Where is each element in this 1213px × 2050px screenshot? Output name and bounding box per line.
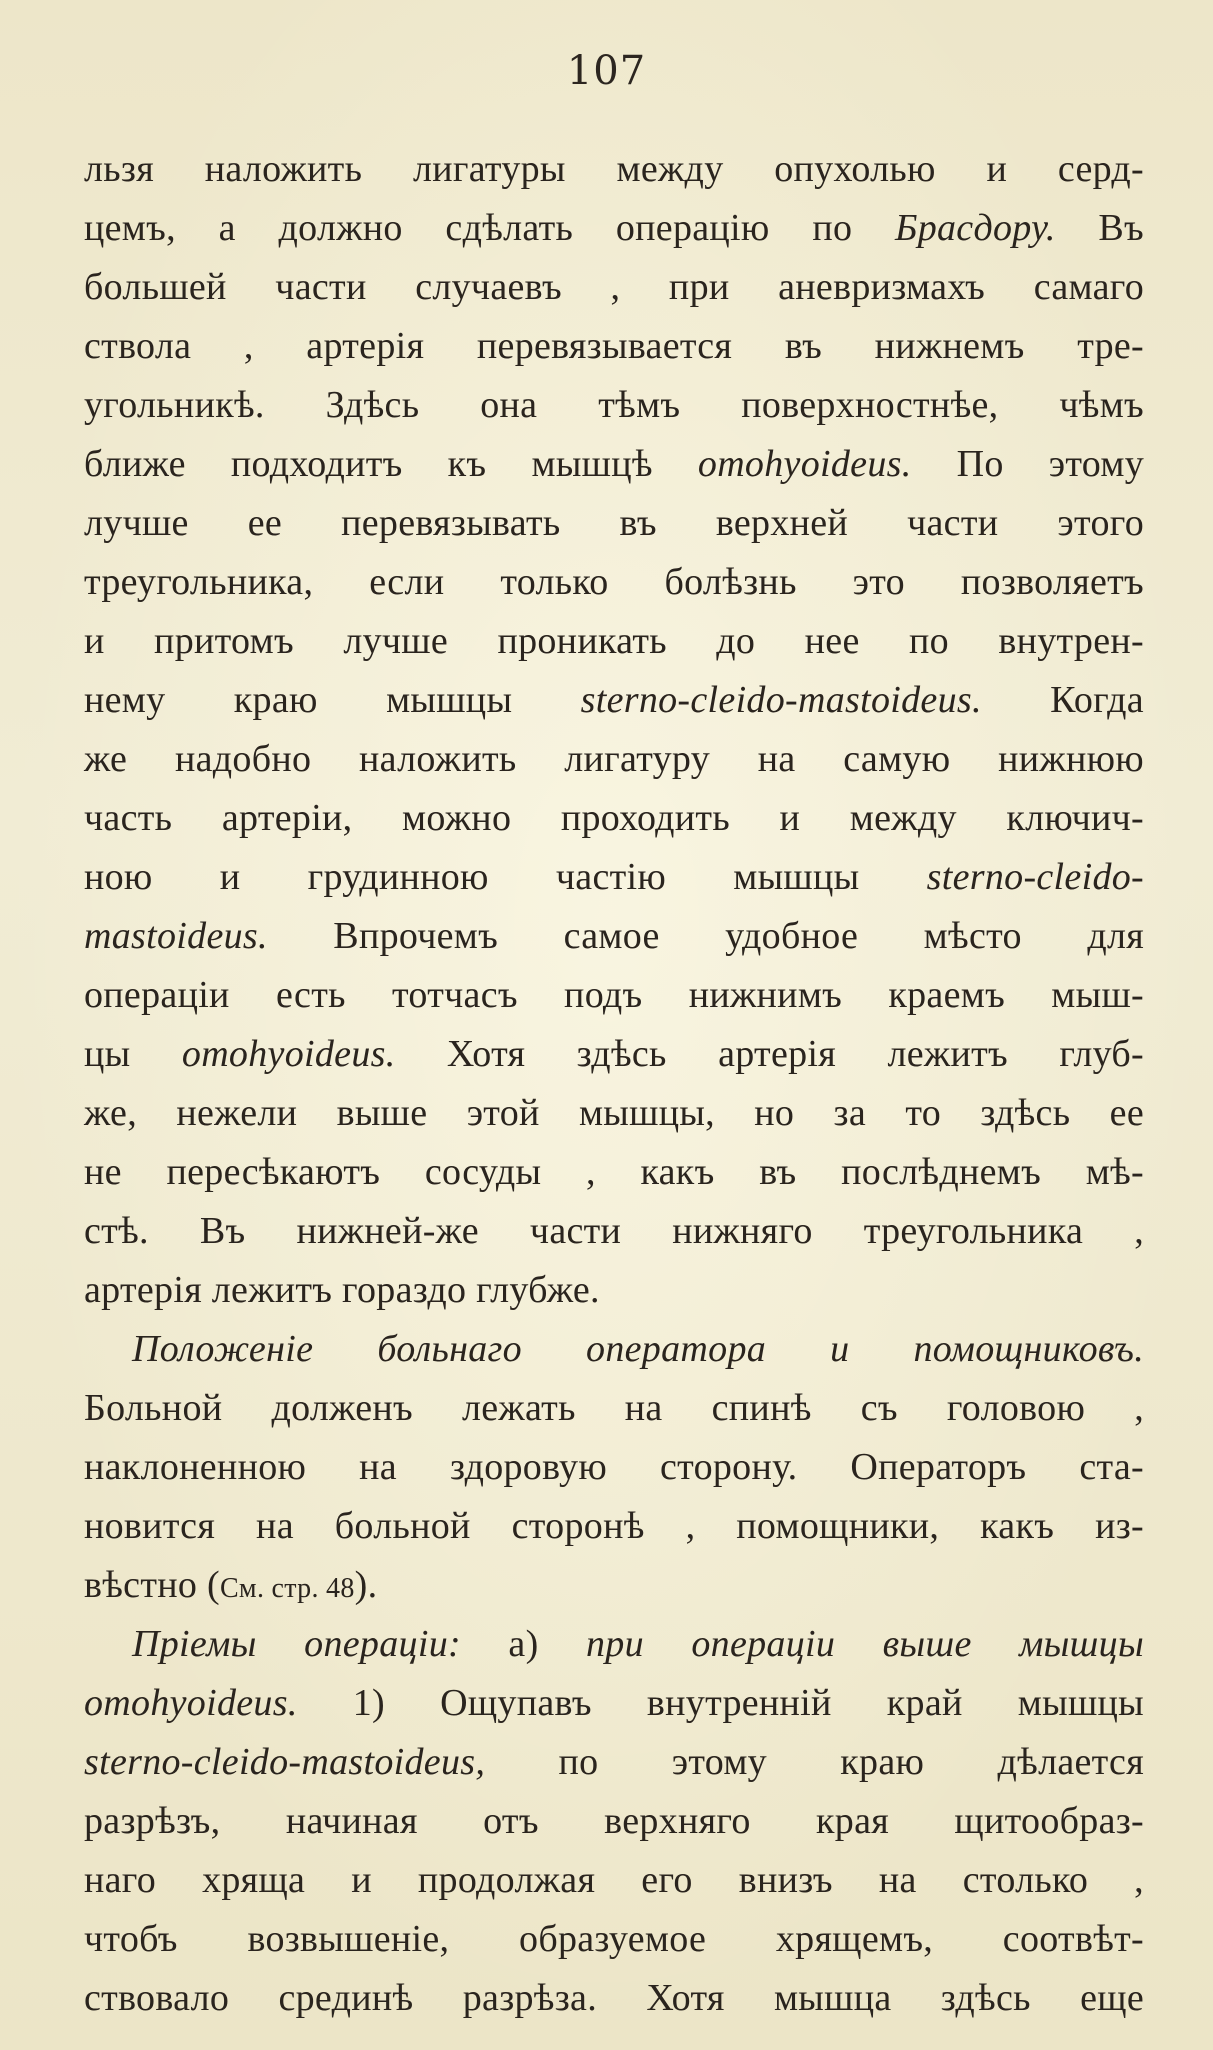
text-line — [84, 907, 1144, 966]
text-line — [84, 1851, 1144, 1910]
text-line — [84, 612, 1144, 671]
body-text — [84, 140, 1144, 2028]
text-segment: нему краю мышцы — [84, 679, 581, 721]
text-segment: операціи есть тотчасъ подъ нижнимъ краемъ мыш- — [84, 974, 1144, 1016]
text-segment: цемъ, а должно сдѣлать операцію по — [84, 207, 895, 249]
text-line — [84, 1143, 1144, 1202]
text-line — [84, 317, 1144, 376]
text-line — [84, 140, 1144, 199]
text-segment: Въ — [1055, 207, 1144, 249]
italic-text-segment: Брасдору. — [894, 207, 1056, 249]
text-segment: наго хряща и продолжая его внизъ на столько , — [84, 1859, 1144, 1901]
italic-text-segment: omohyoideus. — [697, 443, 912, 485]
text-segment: большей части случаевъ , при аневризмахъ самаго — [84, 266, 1144, 308]
text-line — [84, 199, 1144, 258]
text-segment: и притомъ лучше проникать до нее по внутрен- — [84, 620, 1144, 662]
text-segment: Впрочемъ самое удобное мѣсто для — [267, 915, 1144, 957]
text-segment: Больной долженъ лежать на спинѣ съ головою , — [84, 1387, 1144, 1429]
text-segment: часть артеріи, можно проходить и между ключич- — [84, 797, 1144, 839]
text-segment: Хотя здѣсь артерія лежитъ глуб- — [395, 1033, 1144, 1075]
text-line — [84, 1497, 1144, 1556]
text-segment: же надобно наложить лигатуру на самую нижнюю — [84, 738, 1144, 780]
text-line — [84, 553, 1144, 612]
text-segment: цы — [84, 1033, 182, 1075]
text-line — [84, 258, 1144, 317]
text-segment: Когда — [981, 679, 1144, 721]
text-segment: разрѣзъ, начиная отъ верхняго края щитообраз- — [84, 1800, 1144, 1842]
text-segment: наклоненною на здоровую сторону. Операторъ ста- — [84, 1446, 1144, 1488]
text-line — [84, 1379, 1144, 1438]
text-segment: угольникѣ. Здѣсь она тѣмъ поверхностнѣе, чѣмъ — [84, 384, 1144, 426]
text-line — [84, 1556, 1144, 1615]
text-line — [84, 494, 1144, 553]
italic-text-segment: Положеніе больнаго оператора и помощниковъ. — [132, 1328, 1144, 1370]
page-number: 107 — [566, 48, 647, 94]
text-segment: 1) Ощупавъ внутренній край мышцы — [297, 1682, 1144, 1724]
italic-text-segment: при операціи выше мышцы — [586, 1623, 1144, 1665]
text-line — [84, 1320, 1144, 1379]
text-segment: по этому краю дѣлается — [485, 1741, 1144, 1783]
text-line — [84, 848, 1144, 907]
italic-text-segment: omohyoideus. — [84, 1682, 298, 1724]
text-line — [84, 376, 1144, 435]
italic-text-segment: sterno-cleido- — [926, 856, 1144, 898]
text-line — [84, 1025, 1144, 1084]
text-segment: вѣстно ( — [84, 1564, 220, 1606]
italic-text-segment: mastoideus. — [84, 915, 268, 957]
text-line — [84, 1910, 1144, 1969]
text-line — [84, 1674, 1144, 1733]
text-segment: ствовало срединѣ разрѣза. Хотя мышца здѣсь еще — [84, 1977, 1144, 2019]
text-line — [84, 1969, 1144, 2028]
text-line — [84, 1261, 1144, 1320]
text-line — [84, 789, 1144, 848]
text-segment: треугольника, если только болѣзнь это позволяетъ — [84, 561, 1144, 603]
text-line — [84, 1615, 1144, 1674]
text-segment: новится на больной сторонѣ , помощники, какъ из- — [84, 1505, 1144, 1547]
text-segment: а) — [460, 1623, 586, 1665]
text-line — [84, 1202, 1144, 1261]
text-segment: ствола , артерія перевязывается въ нижнемъ тре- — [84, 325, 1144, 367]
italic-text-segment: sterno-cleido-mastoideus. — [580, 679, 982, 721]
text-segment: ближе подходитъ къ мышцѣ — [84, 443, 698, 485]
text-segment: ною и грудинною частію мышцы — [84, 856, 927, 898]
text-segment: не пересѣкаютъ сосуды , какъ въ послѣднемъ мѣ- — [84, 1151, 1144, 1193]
text-line — [84, 1084, 1144, 1143]
text-segment: артерія лежитъ гораздо глубже. — [84, 1269, 600, 1311]
text-line — [84, 1438, 1144, 1497]
italic-text-segment: sterno-cleido-mastoideus, — [84, 1741, 486, 1783]
italic-text-segment: Пріемы операціи: — [132, 1623, 461, 1665]
text-line — [84, 730, 1144, 789]
text-segment: ). — [354, 1564, 378, 1606]
text-line — [84, 966, 1144, 1025]
text-segment: См. стр. 48 — [219, 1573, 355, 1604]
text-segment: стѣ. Въ нижней-же части нижняго треугольника , — [84, 1210, 1144, 1252]
text-line — [84, 1792, 1144, 1851]
text-segment: чтобъ возвышеніе, образуемое хрящемъ, соотвѣт- — [84, 1918, 1144, 1960]
text-segment: лучше ее перевязывать въ верхней части этого — [84, 502, 1144, 544]
italic-text-segment: omohyoideus. — [181, 1033, 396, 1075]
text-line — [84, 671, 1144, 730]
text-line — [84, 1733, 1144, 1792]
text-segment: По этому — [911, 443, 1144, 485]
text-segment: же, нежели выше этой мышцы, но за то здѣсь ее — [84, 1092, 1144, 1134]
text-segment: льзя наложить лигатуры между опухолью и серд- — [84, 148, 1144, 190]
text-line — [84, 435, 1144, 494]
